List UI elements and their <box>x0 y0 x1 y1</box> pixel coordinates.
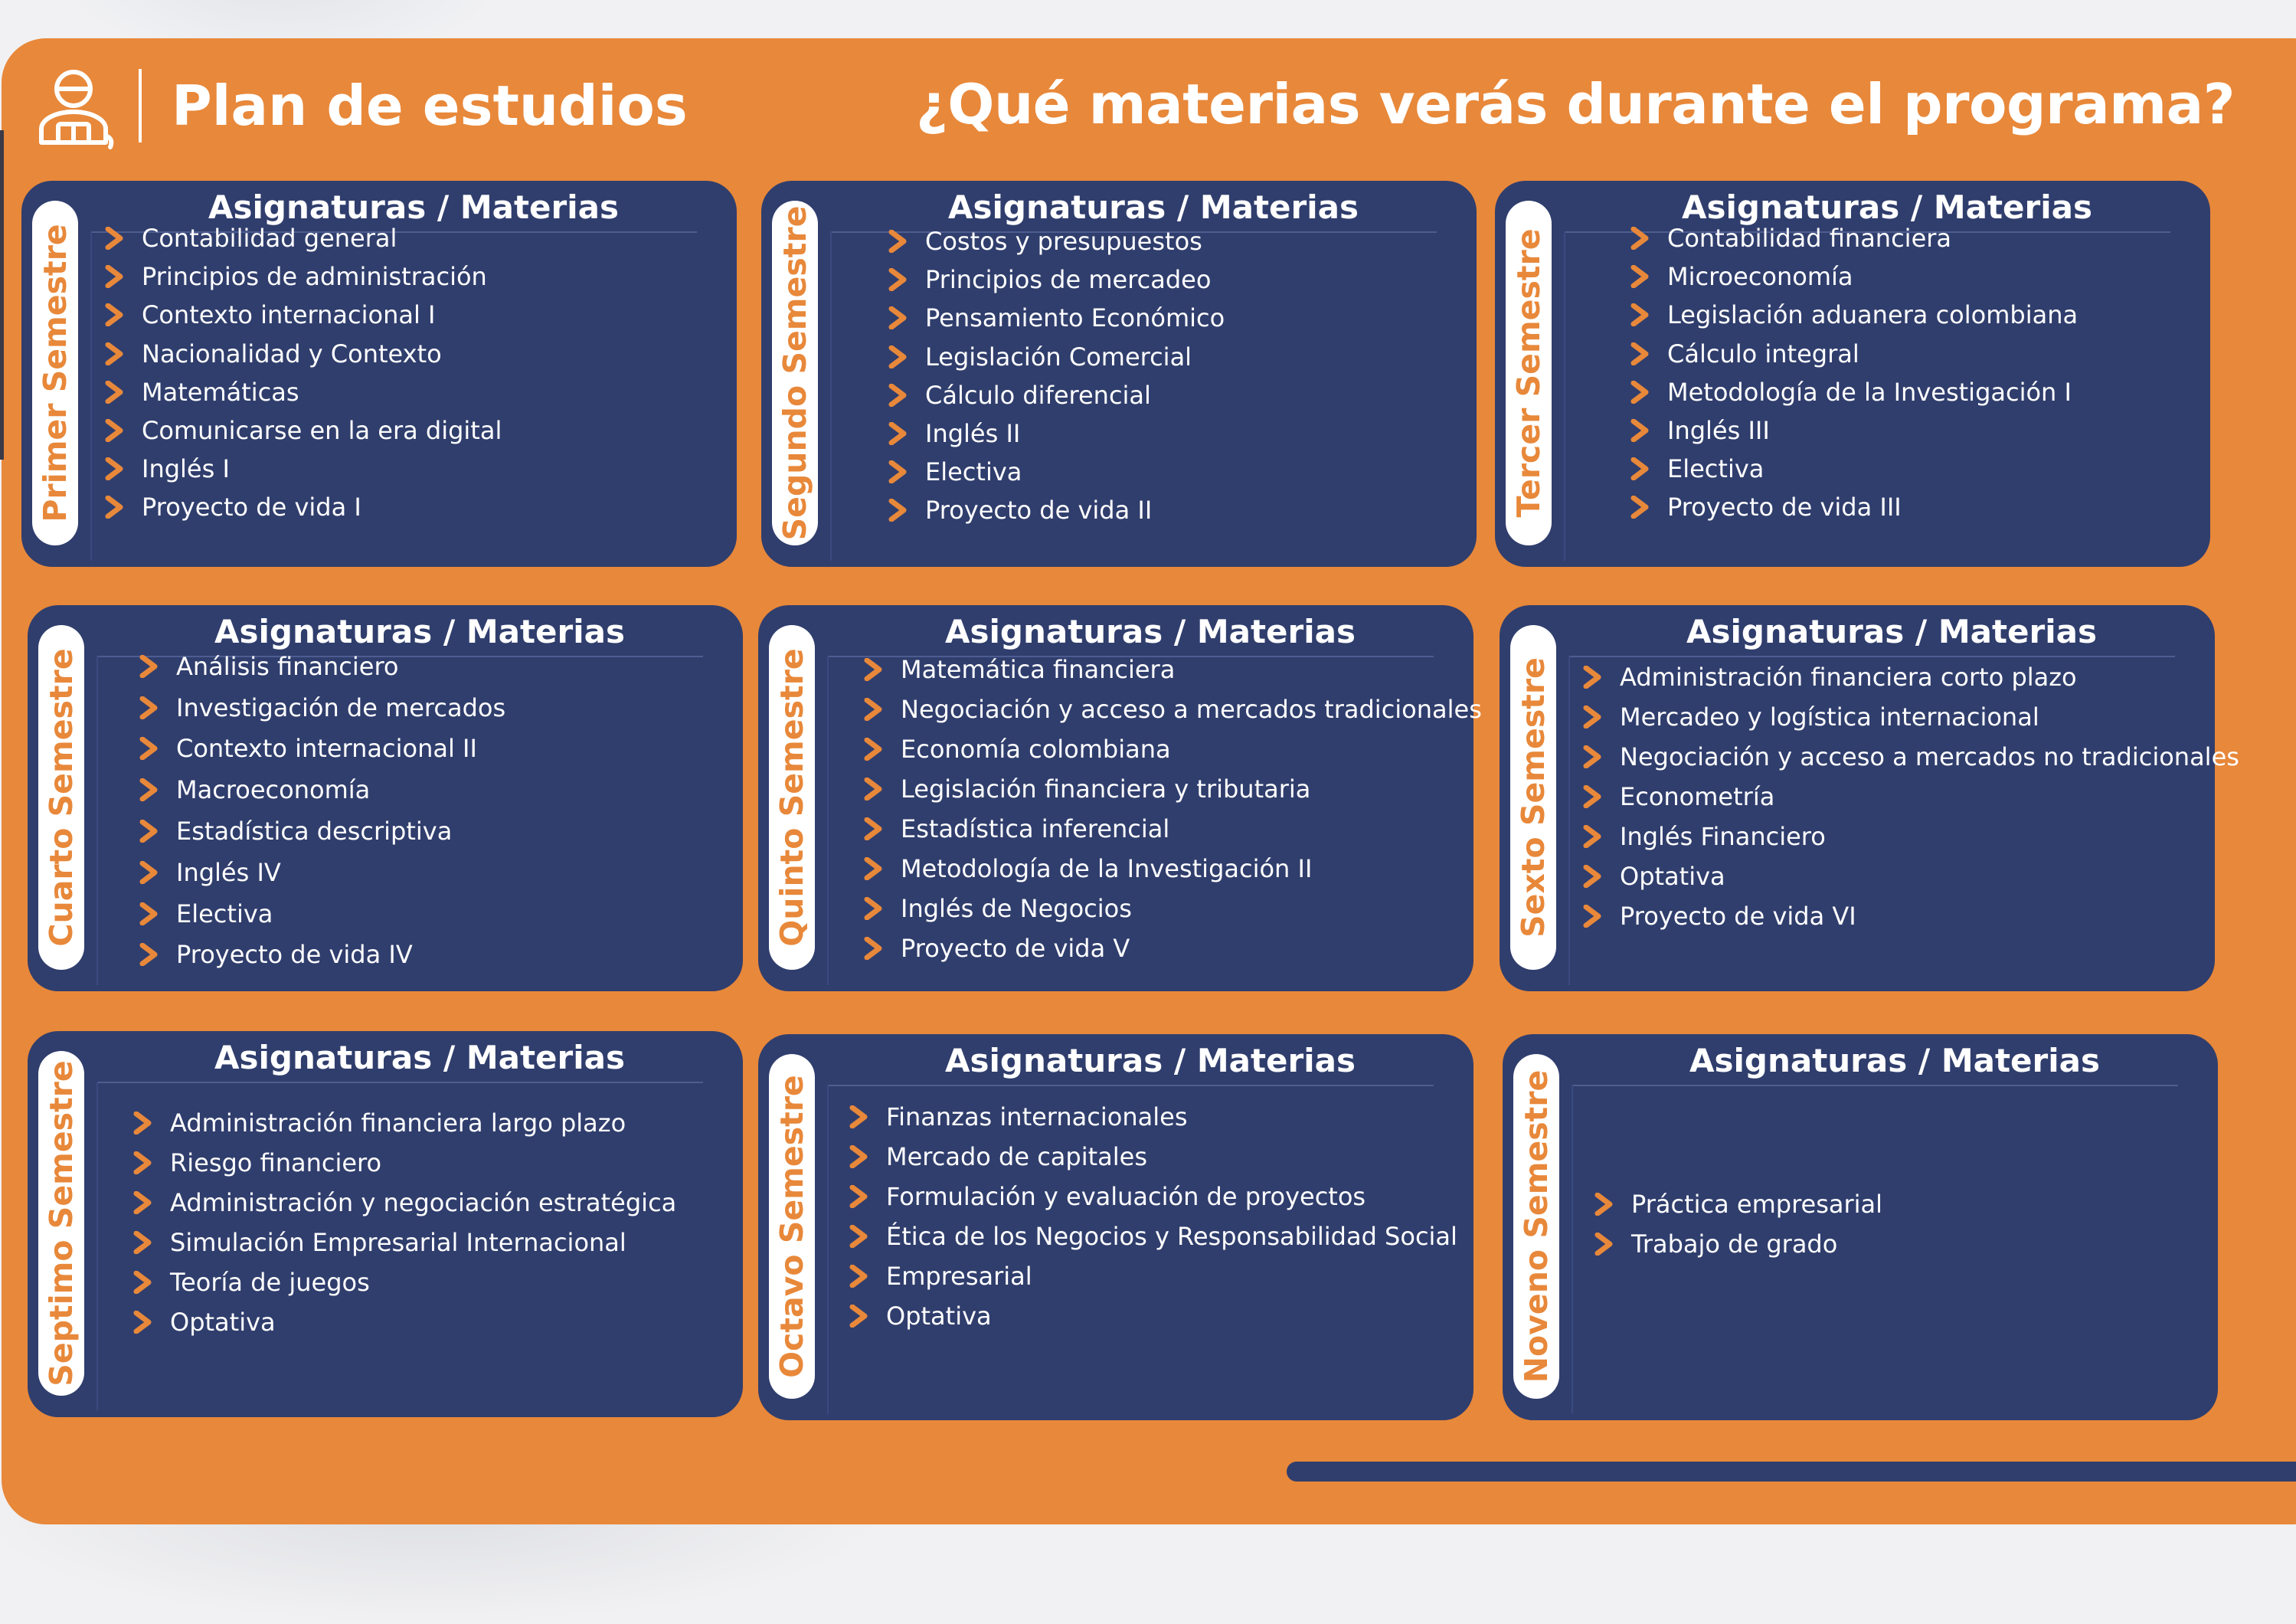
chevron-right-icon <box>849 1185 869 1208</box>
heading-rule <box>96 1082 703 1083</box>
chevron-right-icon <box>1630 303 1650 326</box>
list-rule <box>827 1085 829 1414</box>
page-title: Plan de estudios <box>172 74 688 138</box>
semester-name: Quinto Semestre <box>774 648 810 947</box>
subject-name: Negociación y acceso a mercados tradicionales <box>901 695 1482 724</box>
subject-name: Cálculo diferencial <box>925 380 1151 410</box>
subject-name: Legislación Comercial <box>925 342 1192 372</box>
subject-item <box>1630 335 2203 373</box>
semester-card <box>1495 181 2210 567</box>
subject-name: Administración y negociación estratégica <box>170 1188 677 1217</box>
subject-item <box>133 1183 735 1223</box>
chevron-right-icon <box>139 861 159 884</box>
subject-name: Inglés II <box>925 419 1021 449</box>
chevron-right-icon <box>864 857 884 880</box>
subject-item <box>1630 257 2203 296</box>
chevron-right-icon <box>105 457 125 480</box>
chevron-right-icon <box>139 737 159 760</box>
chevron-right-icon <box>105 381 125 404</box>
chevron-right-icon <box>105 496 125 519</box>
subject-name: Contexto internacional II <box>176 734 477 764</box>
subject-item <box>864 729 1466 769</box>
chevron-right-icon <box>1583 905 1603 928</box>
subject-item <box>888 414 1469 453</box>
subject-item <box>139 729 735 770</box>
list-rule <box>96 1082 98 1411</box>
subject-item <box>1583 896 2207 936</box>
semester-name: Sexto Semestre <box>1515 657 1552 938</box>
subject-item <box>105 296 729 334</box>
subject-name: Electiva <box>925 457 1022 487</box>
subject-name: Proyecto de vida II <box>925 496 1153 526</box>
subject-name: Riesgo financiero <box>170 1148 382 1177</box>
subject-name: Proyecto de vida IV <box>176 940 413 970</box>
subject-name: Ética de los Negocios y Responsabilidad Social <box>886 1222 1457 1251</box>
subject-name: Contexto internacional I <box>142 300 436 330</box>
subject-name: Legislación aduanera colombiana <box>1667 300 2079 330</box>
subject-name: Electiva <box>1667 454 1765 484</box>
chevron-right-icon <box>888 422 908 445</box>
subject-name: Pensamiento Económico <box>925 303 1225 333</box>
subject-item <box>139 893 735 935</box>
subject-name: Microeconomía <box>1667 262 1853 292</box>
subject-name: Estadística inferencial <box>901 814 1170 843</box>
subject-item <box>105 488 729 526</box>
chevron-right-icon <box>888 499 908 522</box>
subject-name: Optativa <box>886 1301 992 1331</box>
chevron-right-icon <box>849 1305 869 1328</box>
subject-name: Economía colombiana <box>901 735 1171 764</box>
chevron-right-icon <box>849 1145 869 1168</box>
subject-item <box>105 257 729 296</box>
subject-name: Optativa <box>1620 862 1725 891</box>
subject-item <box>139 935 735 976</box>
subject-list <box>1583 657 2239 936</box>
subject-name: Contabilidad financiera <box>1667 224 1952 254</box>
chevron-right-icon <box>864 817 884 840</box>
subject-item <box>849 1216 1466 1256</box>
subject-item <box>105 335 729 373</box>
semester-name: Cuarto Semestre <box>43 648 80 947</box>
chevron-right-icon <box>864 738 884 761</box>
semester-name: Septimo Semestre <box>43 1060 80 1387</box>
subject-item <box>105 411 729 450</box>
subject-list <box>133 1103 735 1342</box>
subject-name: Metodología de la Investigación I <box>1667 377 2072 407</box>
subject-item <box>1630 219 2203 257</box>
chevron-right-icon <box>133 1191 153 1214</box>
subject-item <box>139 687 735 729</box>
subject-item <box>849 1296 1466 1336</box>
subject-list <box>1630 219 2203 527</box>
list-rule <box>830 231 832 561</box>
subject-item <box>864 769 1466 809</box>
subject-item <box>888 453 1469 491</box>
chevron-right-icon <box>105 265 125 288</box>
subject-name: Metodología de la Investigación II <box>901 854 1313 883</box>
page-question: ¿Qué materias verás durante el programa? <box>916 72 2235 136</box>
subject-name: Inglés I <box>142 454 230 484</box>
subject-name: Principios de mercadeo <box>925 265 1212 295</box>
list-rule <box>96 656 98 985</box>
semester-card <box>758 1034 1473 1420</box>
subject-name: Proyecto de vida V <box>901 934 1130 963</box>
subject-name: Proyecto de vida I <box>142 493 361 522</box>
card-heading: Asignaturas / Materias <box>214 1039 625 1076</box>
subject-item <box>888 299 1469 337</box>
chevron-right-icon <box>139 655 159 678</box>
card-heading: Asignaturas / Materias <box>1689 1042 2100 1079</box>
subject-item <box>1630 450 2203 488</box>
subject-name: Contabilidad general <box>142 224 397 254</box>
subject-name: Costos y presupuestos <box>925 227 1202 257</box>
subject-list <box>864 650 1482 968</box>
chevron-right-icon <box>133 1151 153 1174</box>
chevron-right-icon <box>1594 1193 1614 1216</box>
card-heading: Asignaturas / Materias <box>214 613 625 650</box>
card-heading: Asignaturas / Materias <box>945 1042 1356 1079</box>
subject-item <box>1583 817 2207 856</box>
subject-item <box>133 1143 735 1183</box>
subject-name: Nacionalidad y Contexto <box>142 339 442 368</box>
subject-item <box>864 809 1466 849</box>
subject-item <box>133 1223 735 1262</box>
student-icon <box>31 63 119 152</box>
heading-rule <box>827 1085 1434 1086</box>
semester-name: Primer Semestre <box>37 224 74 522</box>
subject-item <box>864 689 1482 729</box>
subject-name: Teoría de juegos <box>170 1268 370 1297</box>
subject-name: Matemática financiera <box>901 655 1176 684</box>
subject-list <box>888 222 1469 530</box>
subject-item <box>133 1302 735 1342</box>
chevron-right-icon <box>133 1271 153 1294</box>
subject-name: Inglés de Negocios <box>901 894 1132 923</box>
chevron-right-icon <box>1583 785 1603 808</box>
chevron-right-icon <box>1583 865 1603 888</box>
subject-name: Optativa <box>170 1308 276 1337</box>
subject-item <box>864 889 1466 928</box>
chevron-right-icon <box>888 268 908 291</box>
subject-name: Proyecto de vida VI <box>1620 902 1856 931</box>
chevron-right-icon <box>888 230 908 253</box>
subject-name: Proyecto de vida III <box>1667 493 1902 522</box>
chevron-right-icon <box>139 778 159 801</box>
subject-item <box>864 849 1466 889</box>
chevron-right-icon <box>1630 227 1650 250</box>
chevron-right-icon <box>888 306 908 329</box>
chevron-right-icon <box>105 227 125 250</box>
subject-name: Práctica empresarial <box>1631 1190 1883 1219</box>
subject-item <box>105 373 729 411</box>
subject-item <box>888 338 1469 376</box>
chevron-right-icon <box>849 1105 869 1128</box>
subject-name: Formulación y evaluación de proyectos <box>886 1182 1366 1211</box>
subject-list <box>1594 1184 2210 1264</box>
subject-name: Comunicarse en la era digital <box>142 416 502 446</box>
subject-name: Macroeconomía <box>176 775 371 805</box>
subject-item <box>139 852 735 893</box>
subject-name: Mercadeo y logística internacional <box>1620 702 2039 732</box>
heading-rule <box>1572 1085 2178 1086</box>
subject-name: Análisis financiero <box>176 651 399 681</box>
subject-item <box>133 1103 735 1143</box>
chevron-right-icon <box>105 419 125 442</box>
subject-item <box>1630 488 2203 526</box>
chevron-right-icon <box>1630 496 1650 519</box>
chevron-right-icon <box>1583 745 1603 768</box>
chevron-right-icon <box>1630 342 1650 365</box>
subject-item <box>888 260 1469 299</box>
subject-name: Administración financiera corto plazo <box>1620 663 2077 692</box>
subject-item <box>1583 697 2207 737</box>
subject-item <box>1583 737 2239 777</box>
chevron-right-icon <box>1630 265 1650 288</box>
chevron-right-icon <box>1630 419 1650 442</box>
subject-name: Principios de administración <box>142 262 487 292</box>
chevron-right-icon <box>1630 457 1650 480</box>
semester-card <box>761 181 1477 567</box>
subject-name: Trabajo de grado <box>1631 1229 1838 1259</box>
header-divider <box>139 69 142 142</box>
chevron-right-icon <box>864 778 884 801</box>
subject-item <box>139 769 735 810</box>
semester-card <box>28 605 743 991</box>
subject-name: Legislación financiera y tributaria <box>901 774 1311 804</box>
left-edge-strip <box>0 130 4 460</box>
semester-card <box>758 605 1482 991</box>
subject-name: Finanzas internacionales <box>886 1102 1188 1131</box>
list-rule <box>827 656 829 985</box>
subject-item <box>849 1256 1466 1296</box>
chevron-right-icon <box>849 1265 869 1288</box>
chevron-right-icon <box>1594 1233 1614 1256</box>
semester-card <box>1503 1034 2218 1420</box>
subject-item <box>1630 373 2203 411</box>
semester-name: Tercer Semestre <box>1510 228 1547 518</box>
subject-item <box>133 1262 735 1302</box>
chevron-right-icon <box>139 820 159 843</box>
chevron-right-icon <box>139 696 159 719</box>
card-heading: Asignaturas / Materias <box>208 188 619 226</box>
semester-card <box>1500 605 2239 991</box>
semester-card <box>21 181 737 567</box>
subject-item <box>849 1137 1466 1177</box>
subject-name: Inglés Financiero <box>1620 822 1826 851</box>
subject-item <box>1630 411 2203 450</box>
chevron-right-icon <box>864 897 884 920</box>
chevron-right-icon <box>864 937 884 960</box>
list-rule <box>1564 231 1565 561</box>
subject-name: Inglés IV <box>176 857 281 887</box>
subject-name: Estadística descriptiva <box>176 817 453 846</box>
subject-item <box>1583 657 2207 697</box>
subject-item <box>139 646 735 687</box>
chevron-right-icon <box>133 1311 153 1334</box>
subject-name: Administración financiera largo plazo <box>170 1108 626 1138</box>
chevron-right-icon <box>133 1231 153 1254</box>
list-rule <box>90 231 92 561</box>
subject-item <box>105 450 729 488</box>
subject-item <box>888 376 1469 414</box>
chevron-right-icon <box>864 698 884 721</box>
list-rule <box>1568 656 1570 985</box>
chevron-right-icon <box>888 460 908 483</box>
chevron-right-icon <box>133 1112 153 1135</box>
bottom-accent-bar <box>1287 1462 2296 1482</box>
card-heading: Asignaturas / Materias <box>1682 188 2092 226</box>
chevron-right-icon <box>139 943 159 966</box>
subject-item <box>139 810 735 852</box>
subject-item <box>1594 1184 2210 1224</box>
chevron-right-icon <box>864 658 884 681</box>
semester-name: Noveno Semestre <box>1518 1069 1555 1383</box>
chevron-right-icon <box>105 342 125 365</box>
semester-name: Octavo Semestre <box>774 1075 810 1378</box>
subject-item <box>1583 777 2207 817</box>
subject-name: Mercado de capitales <box>886 1142 1147 1171</box>
chevron-right-icon <box>139 902 159 925</box>
card-heading: Asignaturas / Materias <box>1686 613 2097 650</box>
chevron-right-icon <box>1630 381 1650 404</box>
subject-item <box>864 650 1466 689</box>
card-heading: Asignaturas / Materias <box>945 613 1356 650</box>
chevron-right-icon <box>105 303 125 326</box>
subject-name: Econometría <box>1620 782 1775 811</box>
chevron-right-icon <box>849 1225 869 1248</box>
card-heading: Asignaturas / Materias <box>948 188 1359 226</box>
subject-name: Electiva <box>176 899 273 928</box>
subject-name: Matemáticas <box>142 377 299 407</box>
chevron-right-icon <box>888 384 908 407</box>
list-rule <box>1572 1085 1573 1414</box>
subject-item <box>105 219 729 257</box>
subject-name: Simulación Empresarial Internacional <box>170 1228 626 1257</box>
chevron-right-icon <box>888 345 908 368</box>
subject-list <box>105 219 729 527</box>
subject-item <box>1583 856 2207 896</box>
subject-item <box>1594 1224 2210 1264</box>
subject-item <box>849 1177 1466 1216</box>
subject-name: Negociación y acceso a mercados no tradicionales <box>1620 742 2239 771</box>
subject-item <box>888 222 1469 260</box>
semester-card <box>28 1031 743 1417</box>
chevron-right-icon <box>1583 825 1603 848</box>
chevron-right-icon <box>1583 706 1603 729</box>
subject-name: Empresarial <box>886 1262 1032 1291</box>
subject-item <box>888 491 1469 529</box>
chevron-right-icon <box>1583 666 1603 689</box>
subject-item <box>1630 296 2203 334</box>
subject-name: Inglés III <box>1667 416 1770 446</box>
subject-list <box>849 1097 1466 1336</box>
subject-list <box>139 646 735 975</box>
subject-item <box>849 1097 1466 1137</box>
subject-name: Cálculo integral <box>1667 339 1859 368</box>
semester-name: Segundo Semestre <box>777 205 813 541</box>
subject-item <box>864 928 1466 968</box>
subject-name: Investigación de mercados <box>176 692 506 722</box>
